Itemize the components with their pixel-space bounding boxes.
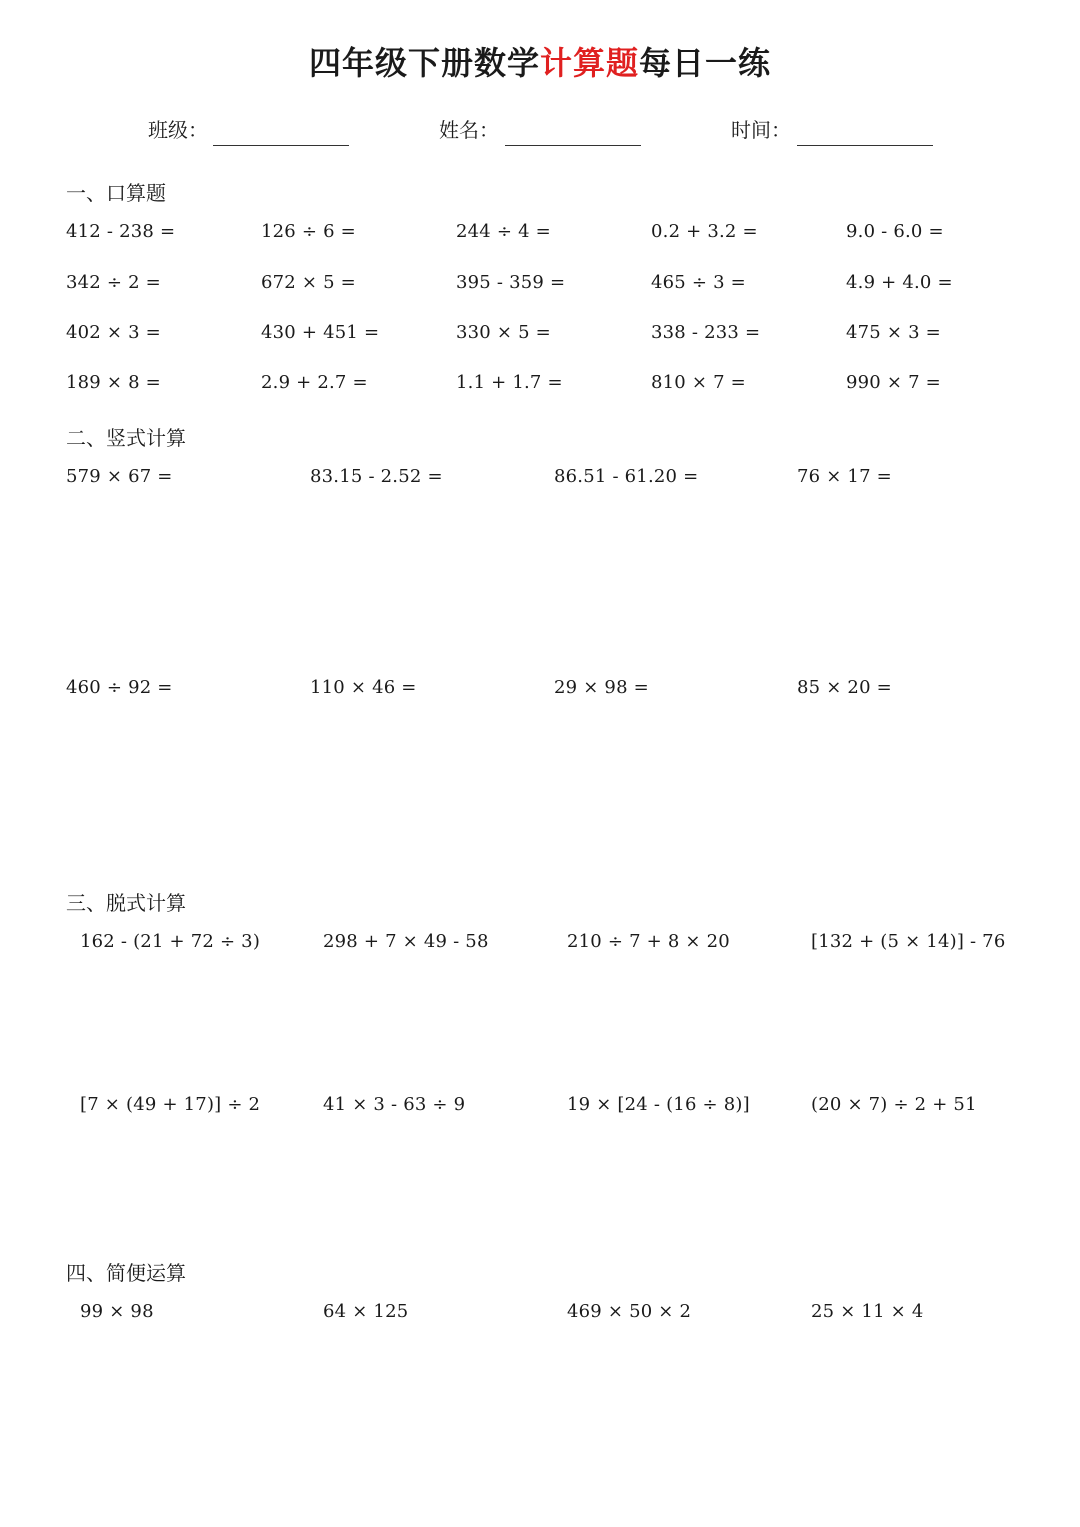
oral-problem: 810 × 7 = [651,372,746,393]
stepwise-problem: 41 × 3 - 63 ÷ 9 [323,1094,466,1115]
stepwise-problem: 210 ÷ 7 + 8 × 20 [567,931,730,952]
stepwise-problem: (20 × 7) ÷ 2 + 51 [811,1094,977,1115]
vertical-problem: 579 × 67 = [66,466,173,487]
oral-problem: 4.9 + 4.0 = [846,272,953,293]
oral-problem: 342 ÷ 2 = [66,272,161,293]
oral-problem: 189 × 8 = [66,372,161,393]
oral-problem: 338 - 233 = [651,322,761,343]
vertical-problem: 29 × 98 = [554,677,649,698]
vertical-problem: 83.15 - 2.52 = [310,466,443,487]
vertical-problem: 110 × 46 = [310,677,417,698]
vertical-problem: 460 ÷ 92 = [66,677,173,698]
simplified-problem: 99 × 98 [80,1301,154,1322]
stepwise-problem: 298 + 7 × 49 - 58 [323,931,489,952]
oral-problem: 430 + 451 = [261,322,380,343]
vertical-problem: 76 × 17 = [797,466,892,487]
name-blank-line[interactable] [505,145,641,146]
section-heading-oral: 一、口算题 [66,181,166,205]
time-label: 时间： [731,118,791,142]
stepwise-problem: [132 + (5 × 14)] - 76 [811,931,1006,952]
page-title [0,38,1080,84]
title-part-1: 四年级下册数学 [308,44,540,82]
class-blank-line[interactable] [213,145,349,146]
vertical-problem: 85 × 20 = [797,677,892,698]
oral-problem: 0.2 + 3.2 = [651,221,758,242]
name-label: 姓名： [439,118,499,142]
section-heading-stepwise: 三、脱式计算 [66,891,186,915]
oral-problem: 395 - 359 = [456,272,566,293]
oral-problem: 244 ÷ 4 = [456,221,551,242]
time-blank-line[interactable] [797,145,933,146]
simplified-problem: 469 × 50 × 2 [567,1301,692,1322]
oral-problem: 1.1 + 1.7 = [456,372,563,393]
oral-problem: 465 ÷ 3 = [651,272,746,293]
oral-problem: 990 × 7 = [846,372,941,393]
oral-problem: 9.0 - 6.0 = [846,221,944,242]
oral-problem: 412 - 238 = [66,221,176,242]
oral-problem: 126 ÷ 6 = [261,221,356,242]
oral-problem: 402 × 3 = [66,322,161,343]
section-heading-simplified: 四、简便运算 [66,1261,186,1285]
title-part-3: 每日一练 [639,44,772,82]
class-label: 班级： [148,118,208,142]
simplified-problem: 25 × 11 × 4 [811,1301,924,1322]
title-highlight: 计算题 [539,44,639,82]
stepwise-problem: 19 × [24 - (16 ÷ 8)] [567,1094,750,1115]
oral-problem: 2.9 + 2.7 = [261,372,368,393]
stepwise-problem: 162 - (21 + 72 ÷ 3) [80,931,261,952]
oral-problem: 330 × 5 = [456,322,551,343]
stepwise-problem: [7 × (49 + 17)] ÷ 2 [80,1094,261,1115]
vertical-problem: 86.51 - 61.20 = [554,466,699,487]
oral-problem: 475 × 3 = [846,322,941,343]
simplified-problem: 64 × 125 [323,1301,409,1322]
oral-problem: 672 × 5 = [261,272,356,293]
section-heading-vertical: 二、竖式计算 [66,426,186,450]
